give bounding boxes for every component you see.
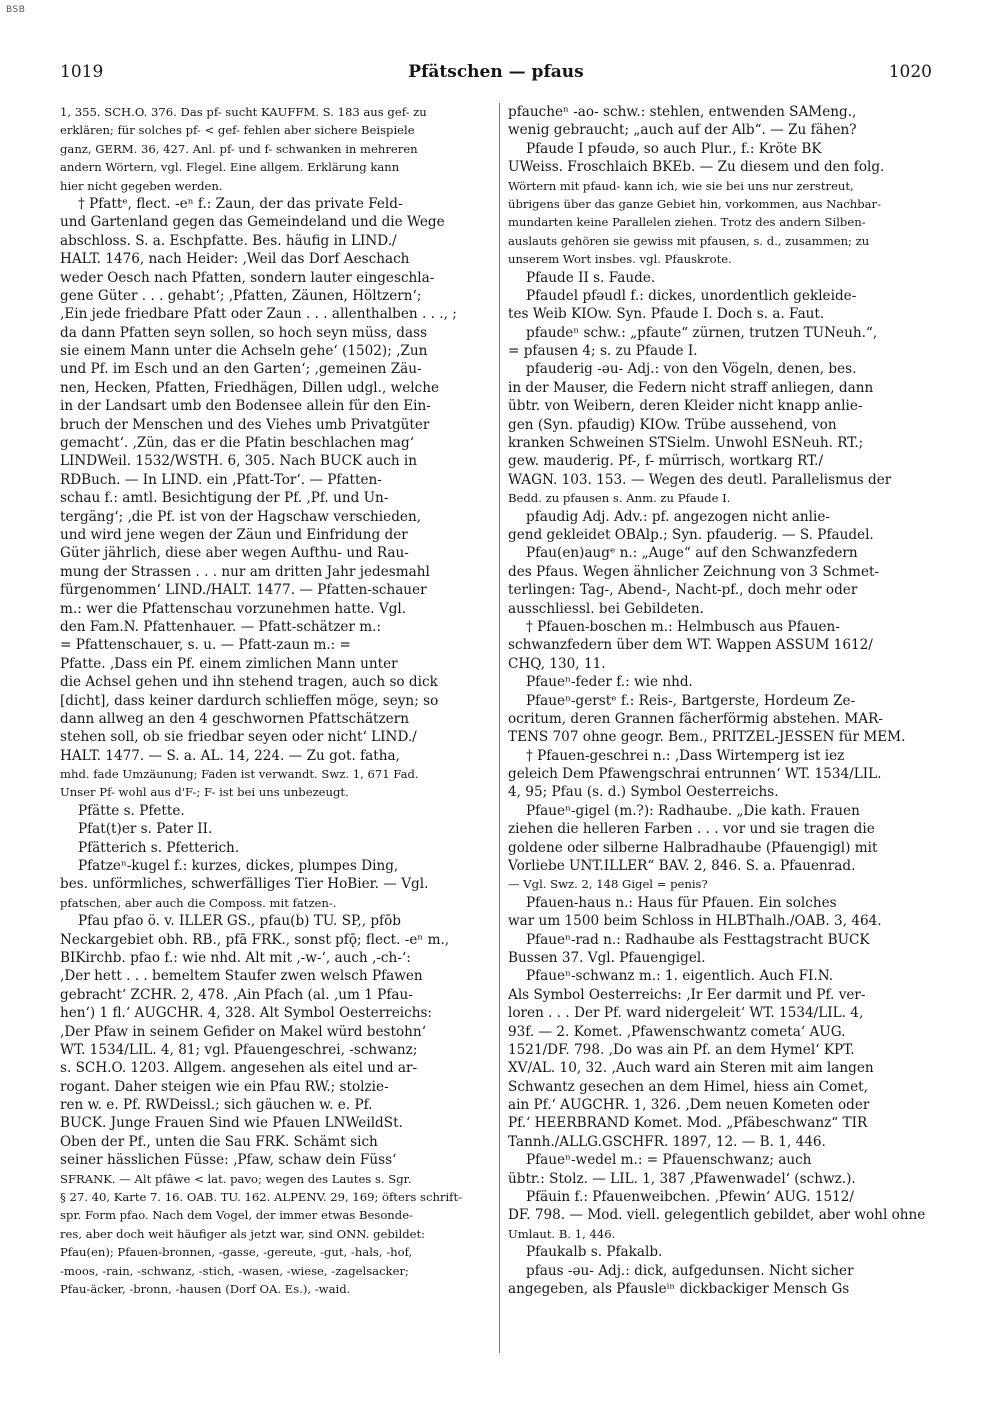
text-line: übtr. von Weibern, deren Kleider nicht knapp anlie- (508, 398, 863, 415)
text-line: Pfätte s. Pfette. (78, 802, 185, 819)
text-line: 4, 95; Pfau (s. d.) Symbol Oesterreichs. (508, 784, 779, 801)
text-line: mung der Strassen . . . nur am dritten Jahr jedesmahl (60, 563, 430, 580)
text-line: RDBuch. — In LIND. ein ‚Pfatt-Tor‘. — Pfatten- (60, 471, 382, 488)
text-line: stehen soll, ob sie friedbar seyen oder nicht‘ LIND./ (60, 729, 417, 746)
text-line: mhd. fade Umzäunung; Faden ist verwandt. Swz. 1, 671 Fad. (60, 767, 419, 782)
text-line: 1521/DF. 798. ‚Do was ain Pf. an dem Hymel‘ KPT. (508, 1041, 855, 1058)
text-line: 1, 355. SCH.O. 376. Das pf- sucht KAUFFM. S. 183 aus gef- zu (60, 105, 427, 119)
text-line: mundarten keine Parallelen ziehen. Trotz des andern Silben- (508, 215, 866, 230)
left-column (60, 103, 492, 1373)
text-line: auslauts gehören sie gewiss mit pfausen, s. d., zusammen; zu (508, 233, 870, 248)
text-line: Bedd. zu pfausen s. Anm. zu Pfaude I. (508, 491, 731, 506)
text-line: übrigens über das ganze Gebiet hin, vorkommen, aus Nachbar- (508, 196, 881, 211)
text-line: hen‘) 1 fl.‘ AUGCHR. 4, 328. Alt Symbol Oesterreichs: (60, 1005, 433, 1022)
text-line: Oben der Pf., unten die Sau FRK. Schämt sich (60, 1133, 378, 1150)
text-line: andern Wörtern, vgl. Flegel. Eine allgem. Erklärung kann (60, 160, 400, 175)
column-divider (499, 103, 500, 1353)
text-line: HALT. 1477. — S. a. AL. 14, 224. — Zu got. fatha, (60, 747, 400, 764)
text-line: HALT. 1476, nach Heider: ‚Weil das Dorf Aeschach (60, 251, 410, 268)
text-line: wenig gebraucht; „auch auf der Alb“. — Zu fähen? (508, 122, 857, 139)
text-line: Pfaueⁿ-feder f.: wie nhd. (526, 674, 693, 691)
page-number-right: 1020 (888, 62, 932, 82)
text-line: Pfat(t)er s. Pater II. (78, 821, 213, 838)
text-line: pfatschen, aber auch die Composs. mit fatzen-. (60, 895, 337, 910)
right-column (508, 103, 940, 1373)
text-line: in der Mauser, die Federn nicht straff anliegen, dann (508, 379, 874, 396)
text-line: die Achsel gehen und ihn stehend tragen, auch so dick (60, 674, 438, 691)
text-line: gen (Syn. pfaudig) KIOw. Trübe aussehend, von (508, 416, 837, 433)
text-line: Umlaut. B. 1, 446. (508, 1226, 616, 1241)
text-line: Pfätterich s. Pfetterich. (78, 839, 240, 856)
text-line: Pfauen-haus n.: Haus für Pfauen. Ein solches (526, 894, 837, 911)
text-line: ‚Ein jede friedbare Pfatt oder Zaun . . . allenthalben . . ., ; (60, 306, 457, 323)
text-line: loren . . . Der Pf. ward nidergeleit‘ WT. 1534/LIL. 4, (508, 1005, 864, 1022)
text-line: LINDWeil. 1532/WSTH. 6, 305. Nach BUCK auch in (60, 453, 418, 470)
text-line: erklären; für solches pf- < gef- fehlen aber sichere Beispiele (60, 123, 415, 138)
text-line: abschloss. S. a. Eschpfatte. Bes. häufig in LIND./ (60, 232, 397, 249)
text-line: Neckargebiet obh. RB., pfā FRK., sonst pfǭ; flect. -eⁿ m., (60, 931, 450, 948)
text-line: Pfaude I pfəudə, so auch Plur., f.: Kröte BK (526, 140, 822, 157)
text-line: TENS 707 ohne geogr. Bem., PRITZEL-JESSEN für MEM. (508, 729, 906, 746)
text-line: Pfaukalb s. Pfakalb. (526, 1244, 663, 1261)
page-number-left: 1019 (60, 62, 104, 82)
text-line: BUCK. Junge Frauen Sind wie Pfauen LNWeildSt. (60, 1115, 403, 1132)
text-line: Tannh./ALLG.GSCHFR. 1897, 12. — B. 1, 446. (508, 1133, 826, 1150)
text-line: — Vgl. Swz. 2, 148 Gigel = penis? (508, 877, 708, 892)
text-line: Pf.‘ HEERBRAND Komet. Mod. „Pfäbeschwanz“ TIR (508, 1115, 868, 1132)
text-line: Pfaueⁿ-gigel (m.?): Radhaube. „Die kath. Frauen (526, 802, 860, 819)
text-line: den Fam.N. Pfattenhauer. — Pfatt-schätzer m.: (60, 618, 382, 635)
text-line: Vorliebe UNT.ILLER“ BAV. 2, 846. S. a. Pfauenrad. (508, 858, 856, 875)
text-line: in der Landsart umb den Bodensee allein für den Ein- (60, 398, 431, 415)
text-line: -moos, -rain, -schwanz, -stich, -wasen, -wiese, -zagelsacker; (60, 1263, 409, 1278)
text-line: Pfäuin f.: Pfauenweibchen. ‚Pfewin‘ AUG. 1512/ (526, 1189, 854, 1206)
text-line: nen, Hecken, Pfatten, Friedhägen, Dillen udgl., welche (60, 379, 440, 396)
text-line: WAGN. 103. 153. — Wegen des deutl. Parallelismus der (508, 471, 892, 488)
text-line: Schwantz gesechen an dem Himel, hiess ain Comet, (508, 1078, 868, 1095)
text-line: gew. mauderig. Pf-, f- mürrisch, wortkarg RT./ (508, 453, 824, 470)
text-line: Pfaudel pfəudl f.: dickes, unordentlich gekleide- (526, 287, 857, 304)
text-line: gene Güter . . . gehabt‘; ‚Pfatten, Zäunen, Höltzern‘; (60, 287, 422, 304)
text-line: weder Oesch nach Pfatten, sondern lauter eingeschla- (60, 269, 435, 286)
text-line: ziehen die helleren Farben . . . vor und sie tragen die (508, 821, 875, 838)
text-line: † Pfattᵉ, flect. -eⁿ f.: Zaun, der das private Feld- (78, 195, 403, 212)
text-line: pfauderig -əu- Adj.: von den Vögeln, denen, bes. (526, 361, 857, 378)
text-line: ‚Der hett . . . bemeltem Staufer zwen welsch Pfawen (60, 968, 423, 985)
text-line: CHQ, 130, 11. (508, 655, 606, 672)
text-line: XV/AL. 10, 32. ‚Auch ward ain Steren mit aim langen (508, 1060, 874, 1077)
text-line: war um 1500 beim Schloss in HLBThalh./OAB. 3, 464. (508, 913, 882, 930)
text-line: Pfatzeⁿ-kugel f.: kurzes, dickes, plumpes Ding, (78, 858, 399, 875)
page-header (60, 62, 932, 86)
text-line: tergäng‘; ‚die Pf. ist von der Hagschaw verschieden, (60, 508, 422, 525)
text-line: des Pfaus. Wegen ähnlicher Zeichnung von 3 Schmet- (508, 563, 880, 580)
text-line: hier nicht gegeben werden. (60, 178, 223, 193)
text-line: spr. Form pfao. Nach dem Vogel, der immer etwas Besonde- (60, 1208, 413, 1223)
text-line: rogant. Daher steigen wie ein Pfau RW.; stolzie- (60, 1078, 389, 1095)
text-line: BIKirchb. pfao f.: wie nhd. Alt mit ‚-w-‘, auch ‚-ch-‘: (60, 949, 411, 966)
text-line: Pfau(en)augᵉ n.: „Auge“ auf den Schwanzfedern (526, 545, 858, 562)
text-line: Unser Pf- wohl aus d'F-; F- ist bei uns unbezeugt. (60, 785, 349, 800)
text-line: kranken Schweinen STSielm. Unwohl ESNeuh. RT.; (508, 435, 864, 452)
text-line: DF. 798. — Mod. viell. gelegentlich gebildet, aber wohl ohne (508, 1207, 926, 1224)
text-line: ain Pf.‘ AUGCHR. 1, 326. ‚Dem neuen Kometen oder (508, 1097, 870, 1114)
text-line: Pfaude II s. Faude. (526, 269, 656, 286)
text-line: dann allweg an den 4 geschwornen Pfattschätzern (60, 710, 409, 727)
text-line: und Pf. im Esch und an den Garten‘; ‚gemeinen Zäu- (60, 361, 422, 378)
text-line: ocritum, deren Grannen fächerförmig abstehen. MAR- (508, 710, 883, 727)
text-line: † Pfauen-geschrei n.: ‚Dass Wirtemperg ist iez (526, 747, 845, 764)
text-line: Pfaueⁿ-schwanz m.: 1. eigentlich. Auch FI.N. (526, 968, 834, 985)
text-line: tes Weib KIOw. Syn. Pfaude I. Doch s. a. Faut. (508, 306, 825, 323)
text-line: fürgenommen‘ LIND./HALT. 1477. — Pfatten-schauer (60, 582, 427, 599)
text-line: seiner hässlichen Füsse: ‚Pfaw, schaw dein Füss‘ (60, 1152, 397, 1169)
text-line: † Pfauen-boschen m.: Helmbusch aus Pfauen- (526, 618, 840, 635)
text-line: ganz, GERM. 36, 427. Anl. pf- und f- schwanken in mehreren (60, 141, 418, 156)
text-line: SFRANK. — Alt pfâwe < lat. pavo; wegen des Lautes s. Sgr. (60, 1171, 412, 1186)
text-line: pfaudig Adj. Adv.: pf. angezogen nicht anlie- (526, 508, 830, 525)
text-line: schwanzfedern über dem WT. Wappen ASSUM 1612/ (508, 637, 873, 654)
text-line: Pfau pfao ö. v. ILLER GS., pfau(b) TU. SP,, pfōb (78, 913, 401, 930)
text-line: schau f.: amtl. Besichtigung der Pf. ‚Pf. und Un- (60, 490, 389, 507)
text-line: = pfausen 4; s. zu Pfaude I. (508, 343, 698, 360)
text-line: und Gartenland gegen das Gemeindeland und die Wege (60, 214, 445, 231)
text-line: bes. unförmliches, schwerfälliges Tier HoBier. — Vgl. (60, 876, 429, 893)
text-line: res, aber doch weit häufiger als jetzt war, sind ONN. gebildet: (60, 1226, 426, 1241)
running-title: Pfätschen — pfaus (408, 62, 584, 82)
text-line: unserem Wort insbes. vgl. Pfauskrote. (508, 252, 732, 267)
text-line: goldene oder silberne Halbradhaube (Pfauengigl) mit (508, 839, 878, 856)
text-line: Pfaueⁿ-wedel m.: = Pfauenschwanz; auch (526, 1152, 812, 1169)
text-line: gemacht‘. ‚Zün, das er die Pfatin beschlachen mag‘ (60, 435, 415, 452)
text-line: bruch der Menschen und des Viehes umb Privatgüter (60, 416, 430, 433)
text-line: gebracht‘ ZCHR. 2, 478. ‚Ain Pfach (al. ‚um 1 Pfau- (60, 986, 413, 1003)
text-line: Pfaueⁿ-gerstᵉ f.: Reis-, Bartgerste, Hordeum Ze- (526, 692, 856, 709)
text-line: [dicht], dass keiner dardurch schlieffen möge, seyn; so (60, 692, 439, 709)
text-line: m.: wer die Pfattenschau vorzunehmen hatte. Vgl. (60, 600, 407, 617)
text-line: Wörtern mit pfaud- kann ich, wie sie bei uns nur zerstreut, (508, 178, 854, 193)
text-line: gend gekleidet OBAlp.; Syn. pfauderig. — S. Pfaudel. (508, 526, 874, 543)
text-line: pfaucheⁿ -ao- schw.: stehlen, entwenden SAMeng., (508, 104, 857, 120)
text-line: ren w. e. Pf. RWDeissl.; sich gäuchen w. e. Pf. (60, 1097, 373, 1114)
text-line: und wird jene wegen der Zäun und Einfridung der (60, 526, 408, 543)
text-line: Pfau(en); Pfauen-bronnen, -gasse, -gereute, -gut, -hals, -hof, (60, 1245, 413, 1260)
text-line: da dann Pfatten seyn sollen, so hoch seyn müss, dass (60, 324, 428, 341)
text-line: terlingen: Tag-, Abend-, Nacht-pf., doch mehr oder (508, 582, 858, 599)
text-line: übtr.: Stolz. — LIL. 1, 387 ‚Pfawenwadel‘ (schwz.). (508, 1170, 856, 1187)
text-line: geleich Dem Pfawengschrai entrunnen‘ WT. 1534/LIL. (508, 766, 882, 783)
text-line: Güter jährlich, diese aber wegen Aufthu- und Rau- (60, 545, 409, 562)
text-line: Pfaueⁿ-rad n.: Radhaube als Festtagstracht BUCK (526, 931, 870, 948)
text-line: § 27. 40, Karte 7. 16. OAB. TU. 162. ALPENV. 29, 169; öfters schrift- (60, 1190, 463, 1205)
library-stamp: BSB (6, 5, 26, 15)
text-line: UWeiss. Froschlaich BKEb. — Zu diesem und den folg. (508, 159, 885, 176)
text-line: 93f. — 2. Komet. ‚Pfawenschwantz cometa‘ AUG. (508, 1023, 846, 1040)
text-line: pfaudeⁿ schw.: „pfaute“ zürnen, trutzen TUNeuh.“, (526, 324, 878, 341)
text-line: pfaus -əu- Adj.: dick, aufgedunsen. Nicht sicher (526, 1262, 854, 1279)
text-line: ‚Der Pfaw in seinem Gefider on Makel würd bestohn‘ (60, 1023, 427, 1040)
text-line: = Pfattenschauer, s. u. — Pfatt-zaun m.: = (60, 637, 351, 654)
text-line: Als Symbol Oesterreichs: ‚Ir Eer darmit und Pf. ver- (508, 986, 866, 1003)
text-line: WT. 1534/LIL. 4, 81; vgl. Pfauengeschrei, -schwanz; (60, 1041, 418, 1058)
text-line: s. SCH.O. 1203. Allgem. angesehen als eitel und ar- (60, 1060, 418, 1077)
text-line: Pfatte. ‚Dass ein Pf. einem zimlichen Mann unter (60, 655, 398, 672)
text-line: Bussen 37. Vgl. Pfauengigel. (508, 949, 706, 966)
text-line: Pfau-äcker, -bronn, -hausen (Dorf OA. Es.), -waid. (60, 1282, 351, 1296)
text-line: angegeben, als Pfausleⁱⁿ dickbackiger Mensch Gs (508, 1281, 850, 1297)
text-line: ausschliessl. bei Gebildeten. (508, 600, 704, 617)
text-line: sie einem Mann unter die Achseln gehe‘ (1502); ‚Zun (60, 343, 428, 360)
